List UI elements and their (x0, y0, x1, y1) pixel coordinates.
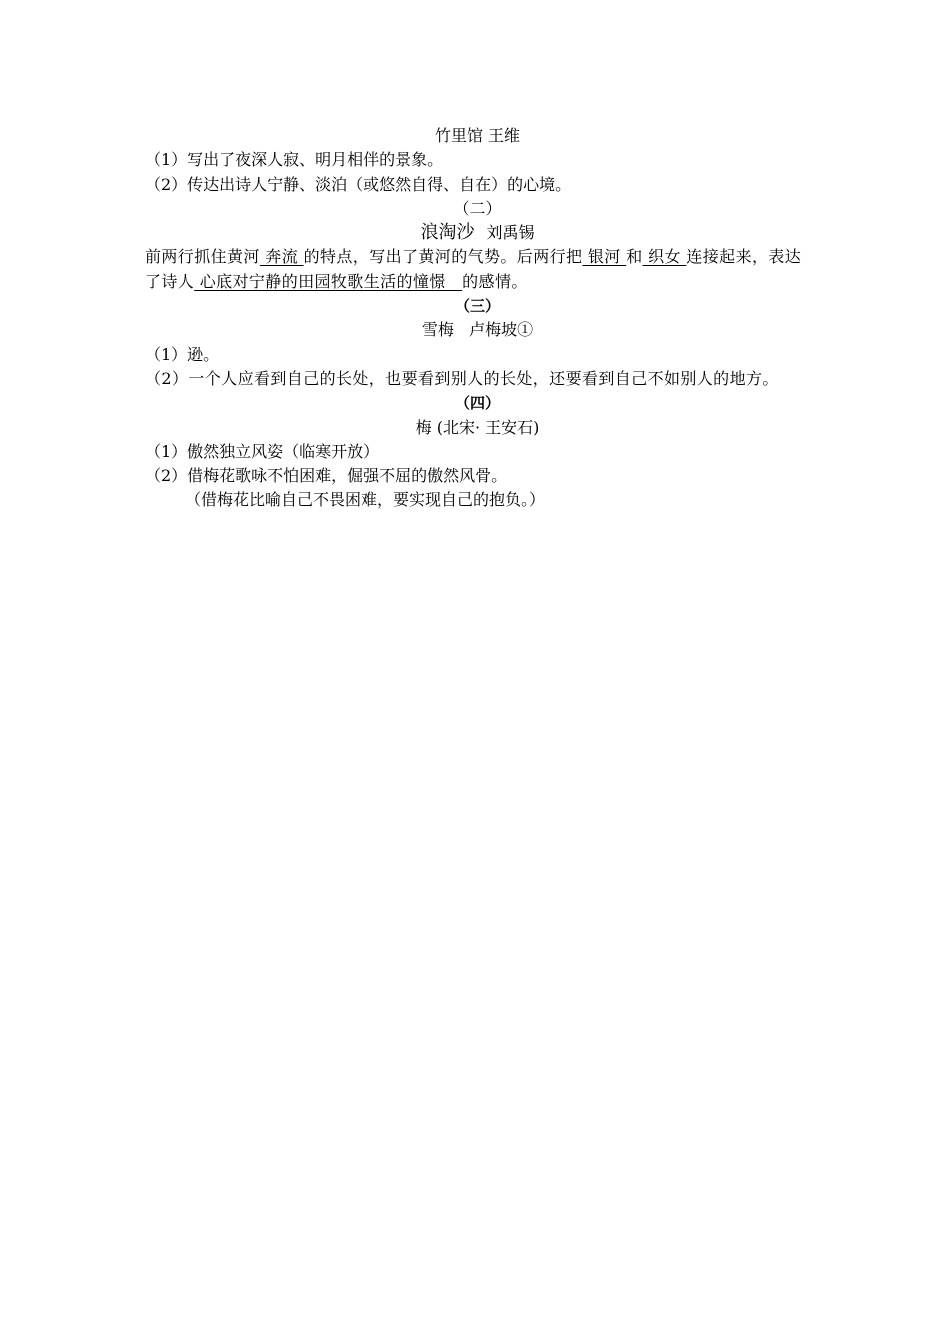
section-3-heading: （三） (454, 297, 500, 316)
section-4-answer-3: （借梅花比喻自己不畏困难，要实现自己的抱负。） (185, 490, 546, 510)
section-1-title: 竹里馆 王维 (434, 126, 521, 145)
section-2-heading: （二） (453, 198, 502, 218)
section-4-title: 梅 (北宋· 王安石) (415, 417, 540, 437)
section-4-heading: （四） (454, 394, 500, 413)
section-1-answer-2: （2）传达出诗人宁静、淡泊（或悠然自得、自在）的心境。 (145, 174, 572, 194)
answer-text-3: 和 (626, 247, 643, 267)
answer-text-5: 的感情。 (462, 271, 528, 291)
blank-answer-4: 心底对宁静的田园牧歌生活的憧憬 (194, 271, 463, 291)
section-3-title: 雪梅 卢梅坡① (421, 320, 534, 340)
section-2-title (145, 221, 810, 245)
answer-text-1: 前两行抓住黄河 (145, 247, 260, 267)
blank-answer-2: 银河 (582, 247, 627, 267)
section-1-answer-1: （1）写出了夜深人寂、明月相伴的景象。 (145, 150, 444, 170)
section-2-answer (145, 245, 810, 294)
section-4-answer-1: （1）傲然独立风姿（临寒开放） (145, 441, 380, 461)
blank-answer-3: 织女 (642, 247, 687, 267)
poem-title: 浪淘沙 (420, 222, 475, 244)
section-3-answer-2: （2）一个人应看到自己的长处，也要看到别人的长处，还要看到自己不如别人的地方。 (145, 368, 779, 388)
section-3-answer-1: （1）逊。 (145, 344, 220, 364)
answer-text-4: 连接起来，表达了诗人 (145, 247, 802, 291)
poem-author: 刘禹锡 (486, 223, 535, 243)
blank-answer-1: 奔流 (259, 247, 304, 267)
section-4-answer-2: （2）借梅花歌咏不怕困难，倔强不屈的傲然风骨。 (145, 466, 508, 486)
document-body (145, 124, 810, 513)
answer-text-2: 的特点，写出了黄河的气势。后两行把 (303, 247, 583, 267)
